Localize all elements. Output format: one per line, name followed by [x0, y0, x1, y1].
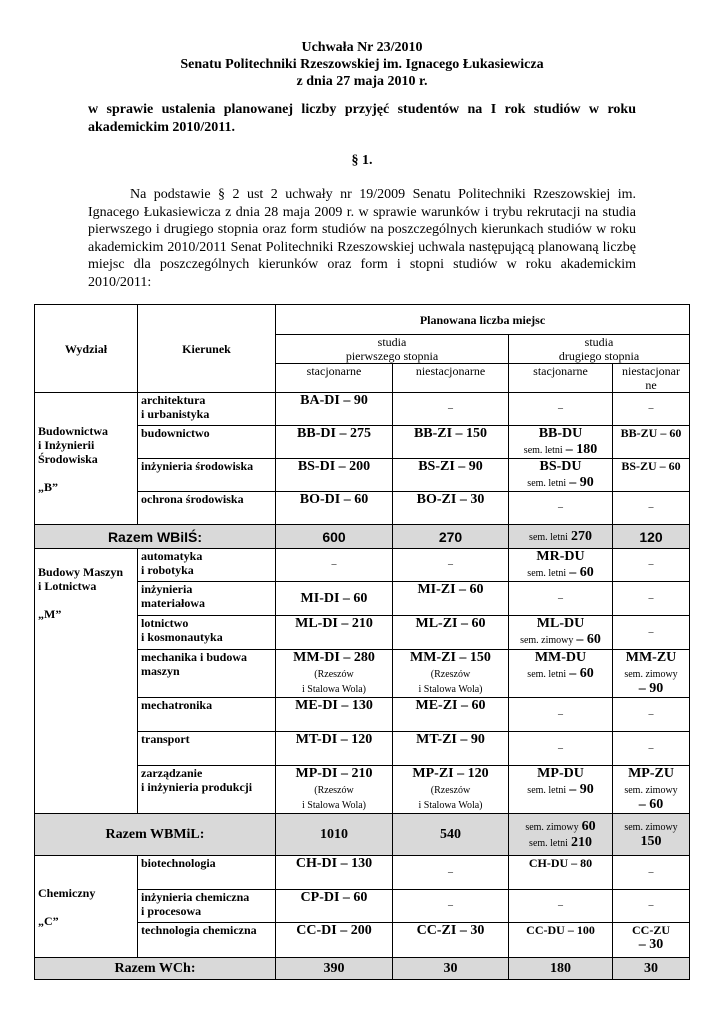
sum-value: sem. letni 270 [509, 525, 613, 549]
sum-value: 540 [393, 814, 509, 856]
cell-value: CH-DI – 130 [276, 856, 393, 890]
sum-value: 1010 [276, 814, 393, 856]
sum-label: Razem WBMiL: [35, 814, 276, 856]
cell-empty: – [509, 732, 613, 766]
cell-value: CC-ZU – 30 [613, 923, 690, 958]
cell-value: CC-ZI – 30 [393, 923, 509, 958]
sum-value: 120 [613, 525, 690, 549]
header-second-degree: studia drugiego stopnia [509, 335, 690, 364]
sum-label: Razem WCh: [35, 958, 276, 980]
cell-value: MP-DI – 210 (Rzeszów i Stalowa Wola) [276, 766, 393, 814]
course-name: budownictwo [138, 426, 276, 459]
cell-value: BO-ZI – 30 [393, 492, 509, 525]
course-name: transport [138, 732, 276, 766]
header-niestac-1: niestacjonarne [393, 364, 509, 393]
cell-empty: – [613, 492, 690, 525]
admissions-table [34, 304, 690, 980]
cell-empty: – [509, 492, 613, 525]
cell-value: ML-DU sem. zimowy – 60 [509, 616, 613, 650]
table-row [35, 549, 690, 582]
sum-value: sem. zimowy 60 sem. letni 210 [509, 814, 613, 856]
cell-value: CC-DU – 100 [509, 923, 613, 958]
resolution-date: z dnia 27 maja 2010 r. [296, 74, 428, 89]
course-name: inżynieria chemiczna i procesowa [138, 890, 276, 923]
cell-empty: – [393, 393, 509, 426]
cell-value: CP-DI – 60 [276, 890, 393, 923]
cell-value: BS-ZI – 90 [393, 459, 509, 492]
cell-value: BS-ZU – 60 [613, 459, 690, 492]
cell-empty: – [613, 582, 690, 616]
cell-value: MR-DU sem. letni – 60 [509, 549, 613, 582]
course-name: ochrona środowiska [138, 492, 276, 525]
cell-empty: – [613, 393, 690, 426]
cell-empty: – [613, 856, 690, 890]
cell-value: BO-DI – 60 [276, 492, 393, 525]
course-name: technologia chemiczna [138, 923, 276, 958]
faculty-c: Chemiczny „C” [35, 856, 138, 958]
cell-value: MP-ZI – 120 (Rzeszów i Stalowa Wola) [393, 766, 509, 814]
cell-value: BS-DI – 200 [276, 459, 393, 492]
cell-value: BB-DU sem. letni – 180 [509, 426, 613, 459]
resolution-number: Uchwała Nr 23/2010 [301, 40, 423, 55]
cell-empty: – [509, 393, 613, 426]
faculty-b: Budownictwa i Inżynierii Środowiska „B” [35, 393, 138, 525]
resolution-subject: w sprawie ustalenia planowanej liczby przyjęć studentów na I rok studiów w roku akademickim 2010/2011. [88, 102, 636, 135]
cell-value: MT-DI – 120 [276, 732, 393, 766]
course-name: biotechnologia [138, 856, 276, 890]
sum-value: 600 [276, 525, 393, 549]
sum-row-m [35, 814, 690, 856]
cell-value: MP-DU sem. letni – 90 [509, 766, 613, 814]
header-first-degree: studia pierwszego stopnia [276, 335, 509, 364]
section-heading: § 1. [351, 153, 373, 168]
cell-value: MT-ZI – 90 [393, 732, 509, 766]
body-paragraph: Na podstawie § 2 ust 2 uchwały nr 19/2009 Senatu Politechniki Rzeszowskiej im. Ignacego Łukasiewicza z dnia 28 maja 2009 r. w sprawie warunków i trybu rekrutacji na studia pierwszego i drugiego stopnia oraz form studiów na poszczególnych kierunkach studiów w roku akademickim 2010/2011 Senat Politechniki Rzeszowskiej uchwala następującą planowaną liczbę miejsc dla poszczególnych kierunków oraz form i stopni studiów w roku akademickim 2010/2011: [88, 187, 636, 290]
header-kierunek: Kierunek [138, 305, 276, 393]
course-name: mechatronika [138, 698, 276, 732]
header-planned-places: Planowana liczba miejsc [276, 305, 690, 335]
cell-value: ME-ZI – 60 [393, 698, 509, 732]
sum-label: Razem WBiIŚ: [35, 525, 276, 549]
cell-empty: – [393, 549, 509, 582]
sum-value: 180 [509, 958, 613, 980]
cell-value: ME-DI – 130 [276, 698, 393, 732]
cell-empty: – [276, 549, 393, 582]
sum-row-b [35, 525, 690, 549]
sum-value: 270 [393, 525, 509, 549]
faculty-m: Budowy Maszyn i Lotnictwa „M” [35, 549, 138, 814]
cell-empty: – [393, 856, 509, 890]
course-name: mechanika i budowa maszyn [138, 650, 276, 698]
cell-value: MI-DI – 60 [276, 582, 393, 616]
course-name: inżynieria środowiska [138, 459, 276, 492]
sum-value: sem. zimowy 150 [613, 814, 690, 856]
cell-value: BB-ZU – 60 [613, 426, 690, 459]
header-stac-2: stacjonarne [509, 364, 613, 393]
cell-value: BS-DU sem. letni – 90 [509, 459, 613, 492]
table-row [35, 393, 690, 426]
cell-value: MM-ZU sem. zimowy – 90 [613, 650, 690, 698]
cell-value: BA-DI – 90 [276, 393, 393, 426]
sum-value: 30 [393, 958, 509, 980]
cell-value: CC-DI – 200 [276, 923, 393, 958]
cell-value: BB-DI – 275 [276, 426, 393, 459]
cell-value: MP-ZU sem. zimowy – 60 [613, 766, 690, 814]
sum-value: 30 [613, 958, 690, 980]
course-name: lotnictwo i kosmonautyka [138, 616, 276, 650]
cell-value: BB-ZI – 150 [393, 426, 509, 459]
header-stac-1: stacjonarne [276, 364, 393, 393]
cell-value: MI-ZI – 60 [393, 582, 509, 616]
sum-row-c [35, 958, 690, 980]
cell-empty: – [613, 616, 690, 650]
table-row [35, 856, 690, 890]
header-wydzial: Wydział [35, 305, 138, 393]
cell-empty: – [613, 698, 690, 732]
cell-empty: – [509, 890, 613, 923]
cell-empty: – [613, 549, 690, 582]
cell-value: CH-DU – 80 [509, 856, 613, 890]
cell-value: ML-DI – 210 [276, 616, 393, 650]
course-name: inżynieria materiałowa [138, 582, 276, 616]
cell-value: MM-DI – 280 (Rzeszów i Stalowa Wola) [276, 650, 393, 698]
cell-value: ML-ZI – 60 [393, 616, 509, 650]
cell-empty: – [509, 698, 613, 732]
cell-empty: – [509, 582, 613, 616]
resolution-issuer: Senatu Politechniki Rzeszowskiej im. Ignacego Łukasiewicza [180, 57, 544, 72]
sum-value: 390 [276, 958, 393, 980]
cell-empty: – [393, 890, 509, 923]
course-name: automatyka i robotyka [138, 549, 276, 582]
cell-value: MM-DU sem. letni – 60 [509, 650, 613, 698]
cell-empty: – [613, 890, 690, 923]
course-name: architektura i urbanistyka [138, 393, 276, 426]
course-name: zarządzanie i inżynieria produkcji [138, 766, 276, 814]
cell-empty: – [613, 732, 690, 766]
cell-value: MM-ZI – 150 (Rzeszów i Stalowa Wola) [393, 650, 509, 698]
header-niestac-2: niestacjonar ne [613, 364, 690, 393]
